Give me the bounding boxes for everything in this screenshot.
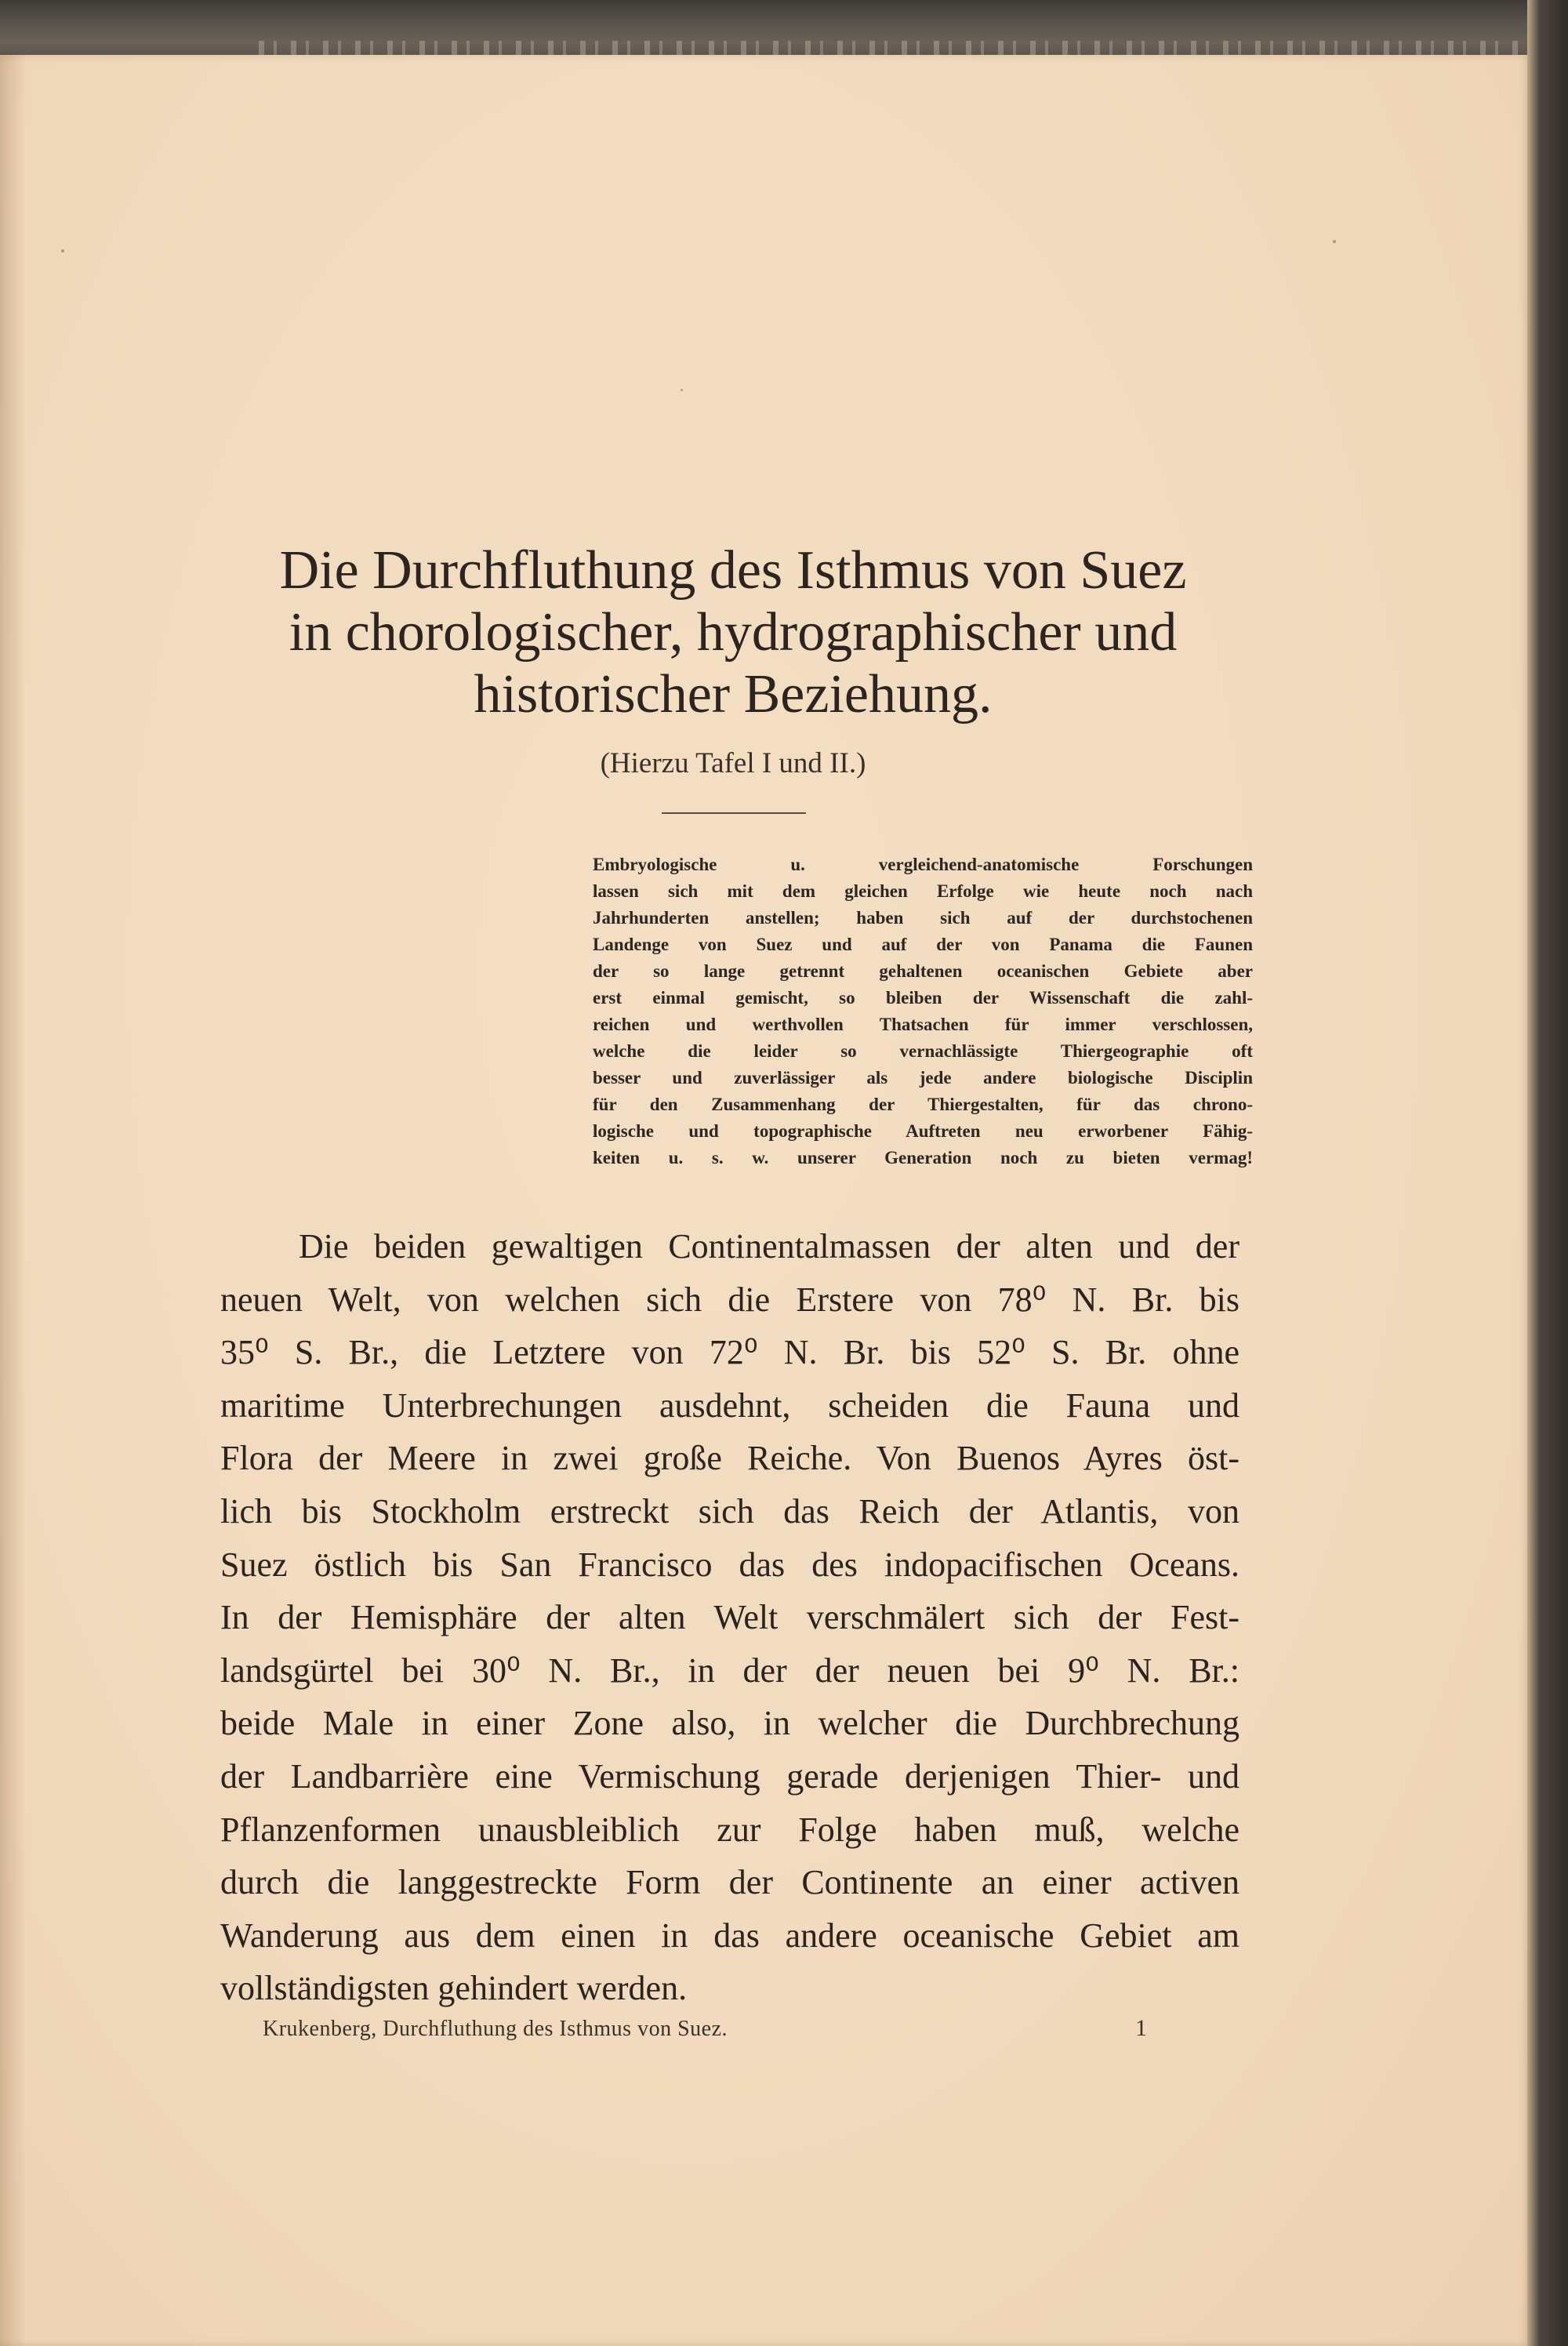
body-line: Flora der Meere in zwei große Reiche. Von Buenos Ayres öst- <box>220 1439 1240 1478</box>
epigraph-line: reichen und werthvollen Thatsachen für immer verschlossen, <box>593 1015 1253 1034</box>
epigraph-line: Embryologische u. vergleichend-anatomische Forschungen <box>593 855 1253 874</box>
epigraph-line: Jahrhunderten anstellen; haben sich auf der durchstochenen <box>593 908 1253 928</box>
title-line: Die Durchfluthung des Isthmus von Suez <box>279 540 1187 601</box>
epigraph-line: Landenge von Suez und auf der von Panama die Faunen <box>593 935 1253 954</box>
epigraph-block <box>593 852 1253 1171</box>
epigraph-line: der so lange getrennt gehaltenen oceanischen Gebiete aber <box>593 961 1253 981</box>
body-line: Wanderung aus dem einen in das andere oceanische Gebiet am <box>220 1916 1240 1955</box>
body-line: 35⁰ S. Br., die Letztere von 72⁰ N. Br. bis 52⁰ S. Br. ohne <box>220 1333 1240 1372</box>
page-number: 1 <box>1135 2015 1147 2041</box>
epigraph-line: logische und topographische Auftreten neu erworbener Fähig- <box>593 1121 1253 1141</box>
paper-speck <box>681 389 683 391</box>
body-line: maritime Unterbrechungen ausdehnt, scheiden die Fauna und <box>220 1385 1240 1425</box>
epigraph-line: für den Zusammenhang der Thiergestalten, für das chrono- <box>593 1095 1253 1114</box>
book-binding-right <box>1527 0 1568 2346</box>
epigraph-line: keiten u. s. w. unserer Generation noch zu bieten vermag! <box>593 1148 1253 1168</box>
body-line: Pflanzenformen unausbleiblich zur Folge haben muß, welche <box>220 1810 1240 1849</box>
article-subtitle: (Hierzu Tafel I und II.) <box>600 747 866 779</box>
paper-speck <box>61 249 64 252</box>
body-paragraph <box>220 1220 1240 2015</box>
page-gutter-shadow <box>0 55 27 2346</box>
body-line: neuen Welt, von welchen sich die Erstere von 78⁰ N. Br. bis <box>220 1280 1240 1319</box>
title-divider-rule <box>662 812 806 814</box>
paper-speck <box>1333 240 1336 243</box>
article-title <box>0 539 1466 725</box>
body-line: beide Male in einer Zone also, in welcher die Durchbrechung <box>220 1704 1240 1743</box>
body-line: lich bis Stockholm erstreckt sich das Reich der Atlantis, von <box>220 1491 1240 1531</box>
body-line: durch die langgestreckte Form der Continente an einer activen <box>220 1863 1240 1902</box>
body-line: der Landbarrière eine Vermischung gerade derjenigen Thier- und <box>220 1756 1240 1796</box>
title-line: historischer Beziehung. <box>474 664 993 724</box>
epigraph-line: lassen sich mit dem gleichen Erfolge wie heute noch nach <box>593 881 1253 901</box>
signature-line: Krukenberg, Durchfluthung des Isthmus von Suez. <box>263 2017 728 2041</box>
epigraph-line: besser und zuverlässiger als jede andere biologische Disciplin <box>593 1068 1253 1088</box>
body-line: vollständigsten gehindert werden. <box>220 1969 688 2008</box>
body-line: In der Hemisphäre der alten Welt verschmälert sich der Fest- <box>220 1598 1240 1637</box>
epigraph-line: erst einmal gemischt, so bleiben der Wissenschaft die zahl- <box>593 988 1253 1008</box>
body-line: Suez östlich bis San Francisco das des indopacifischen Oceans. <box>220 1545 1240 1584</box>
epigraph-line: welche die leider so vernachlässigte Thiergeographie oft <box>593 1041 1253 1061</box>
body-line: Die beiden gewaltigen Continentalmassen der alten und der <box>299 1227 1240 1266</box>
body-line: landsgürtel bei 30⁰ N. Br., in der der neuen bei 9⁰ N. Br.: <box>220 1651 1240 1690</box>
title-line: in chorologischer, hydrographischer und <box>289 602 1178 663</box>
